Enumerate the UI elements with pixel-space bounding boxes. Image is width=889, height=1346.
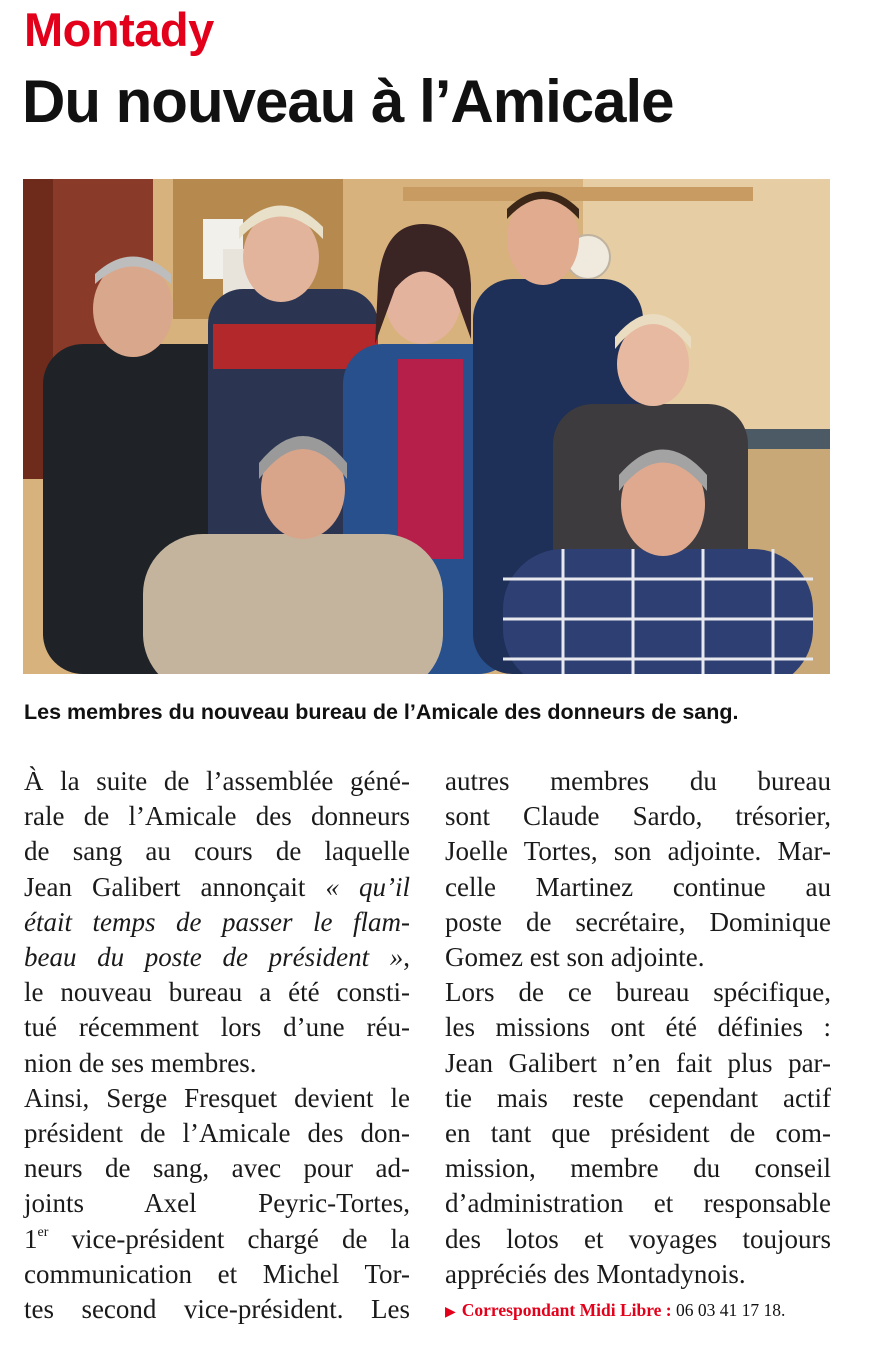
ordinal-number: 1 bbox=[24, 1223, 38, 1254]
article-line: appréciés des Montadynois. bbox=[445, 1258, 746, 1289]
article-line: poste de secrétaire, Dominique bbox=[445, 906, 831, 937]
article-line: en tant que président de com- bbox=[445, 1118, 831, 1149]
article-line: Ainsi, Serge Fresquet devient le bbox=[24, 1082, 410, 1113]
quote-text: beau du poste de président » bbox=[24, 942, 404, 973]
article-line bbox=[24, 1222, 410, 1257]
article-line: Lors de ce bureau spécifique, bbox=[445, 977, 831, 1008]
article-line: président de l’Amicale des don- bbox=[24, 1118, 410, 1149]
correspondent-phone: 06 03 41 17 18. bbox=[676, 1300, 786, 1320]
article-line: rale de l’Amicale des donneurs bbox=[24, 801, 410, 832]
article-line: mission, membre du conseil bbox=[445, 1153, 831, 1184]
article-line: tué récemment lors d’une réu- bbox=[24, 1012, 410, 1043]
article-line: communication et Michel Tor- bbox=[24, 1258, 410, 1289]
comma: , bbox=[403, 942, 410, 973]
article-line: les missions ont été définies : bbox=[445, 1012, 831, 1043]
correspondent-contact bbox=[445, 1300, 785, 1321]
article-line: tes second vice-président. Les bbox=[24, 1294, 410, 1325]
section-kicker: Montady bbox=[24, 3, 214, 56]
article-line: À la suite de l’assemblée géné- bbox=[24, 766, 410, 796]
article-headline: Du nouveau à l’Amicale bbox=[22, 68, 674, 135]
article-column-2 bbox=[445, 764, 831, 1292]
article-line: de sang au cours de laquelle bbox=[24, 836, 410, 867]
ordinal-suffix: er bbox=[37, 1224, 49, 1240]
article-line bbox=[24, 905, 410, 940]
quote-start: « qu’il bbox=[325, 871, 411, 902]
article-line: le nouveau bureau a été consti- bbox=[24, 977, 410, 1008]
group-photo bbox=[23, 179, 830, 674]
article-line: sont Claude Sardo, trésorier, bbox=[445, 801, 831, 832]
article-line: des lotos et voyages toujours bbox=[445, 1223, 831, 1254]
article-line-text: vice-président chargé de la bbox=[71, 1223, 410, 1254]
photo-caption: Les membres du nouveau bureau de l’Amicale des donneurs de sang. bbox=[24, 700, 739, 724]
article-line: celle Martinez continue au bbox=[445, 871, 831, 902]
article-line: Jean Galibert n’en fait plus par- bbox=[445, 1047, 831, 1078]
article-line: d’administration et responsable bbox=[445, 1188, 831, 1219]
triangle-right-icon: ▶ bbox=[445, 1305, 456, 1320]
article-line bbox=[24, 870, 410, 905]
correspondent-label: Correspondant Midi Libre : bbox=[461, 1300, 672, 1320]
article-column-1 bbox=[24, 764, 410, 1327]
article-line: Gomez est son adjointe. bbox=[445, 942, 705, 973]
article-line: autres membres du bureau bbox=[445, 766, 831, 796]
article-line-text: Jean Galibert annonçait bbox=[24, 871, 306, 902]
article-line bbox=[24, 940, 410, 975]
article-line: joints Axel Peyric-Tortes, bbox=[24, 1188, 410, 1219]
article-line: Joelle Tortes, son adjointe. Mar- bbox=[445, 836, 831, 867]
article-line: tie mais reste cependant actif bbox=[445, 1082, 831, 1113]
quote-text: était temps de passer le flam- bbox=[24, 906, 410, 937]
article-line: neurs de sang, avec pour ad- bbox=[24, 1153, 410, 1184]
article-line: nion de ses membres. bbox=[24, 1047, 257, 1078]
